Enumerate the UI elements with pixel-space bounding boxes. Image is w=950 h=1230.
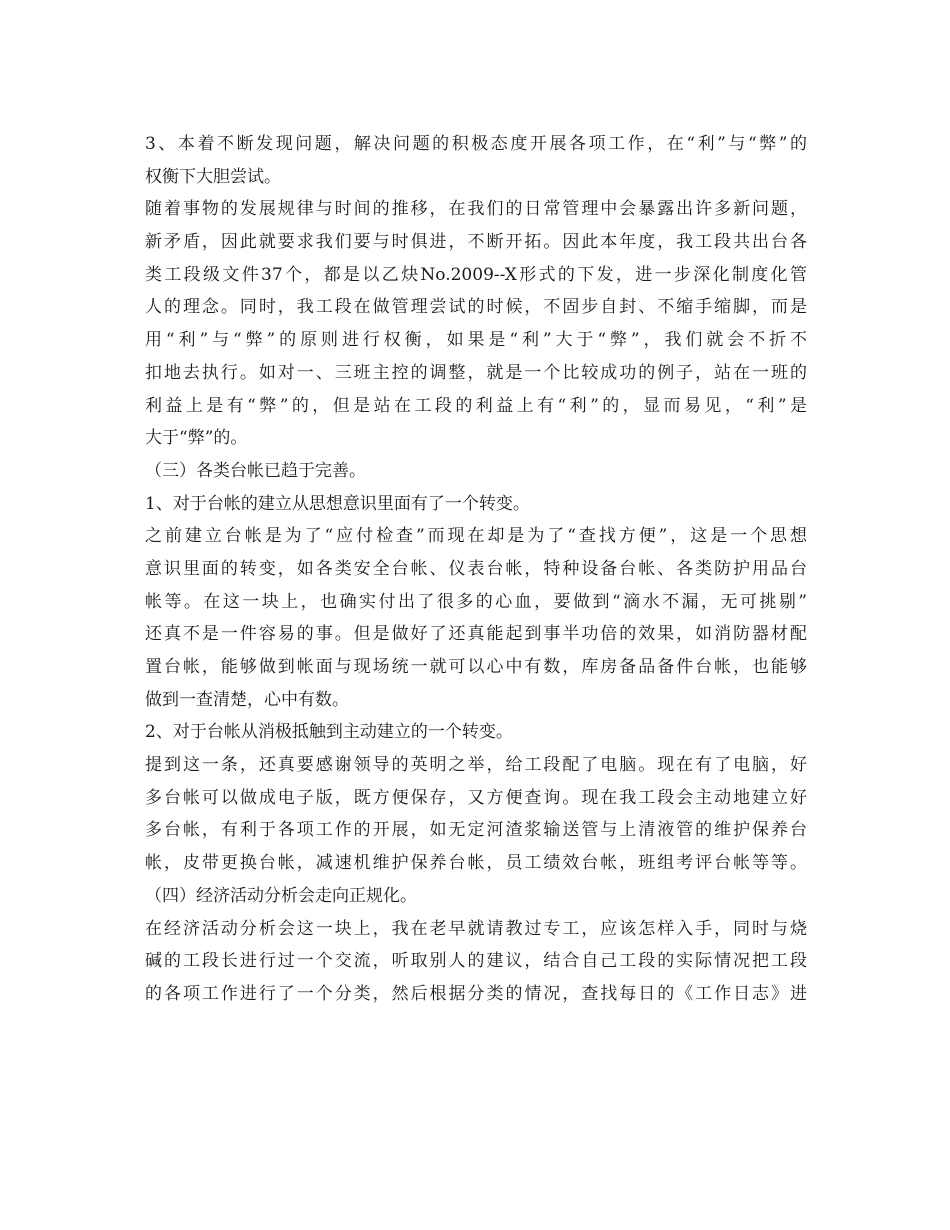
text-line: 帐，皮带更换台帐，减速机维护保养台帐，员工绩效台帐，班组考评台帐等等。 (145, 853, 807, 874)
document-body (145, 128, 807, 1011)
text-line: 类工段级文件37个，都是以乙炔No.2009--X形式的下发，进一步深化制度化管 (145, 264, 807, 285)
text-line: 帐等。在这一块上，也确实付出了很多的心血，要做到“滴水不漏，无可挑剔” (145, 591, 807, 612)
text-line: 大于“弊”的。 (145, 428, 248, 449)
text-line: 意识里面的转变，如各类安全台帐、仪表台帐，特种设备台帐、各类防护用品台 (145, 558, 807, 579)
text-line: 置台帐，能够做到帐面与现场统一就可以心中有数，库房备品备件台帐，也能够 (145, 657, 807, 677)
text-line: 还真不是一件容易的事。但是做好了还真能起到事半功倍的效果，如消防器材配 (145, 624, 807, 645)
section-heading: （四）经济活动分析会走向正规化。 (145, 885, 417, 906)
text-line: 碱的工段长进行过一个交流，听取别人的建议，结合自己工段的实际情况把工段 (145, 951, 807, 972)
text-line: 的各项工作进行了一个分类，然后根据分类的情况，查找每日的《工作日志》进 (145, 983, 807, 1004)
text-line: 多台帐，有利于各项工作的开展，如无定河渣浆输送管与上清液管的维护保养台 (145, 820, 807, 841)
text-line: 在经济活动分析会这一块上，我在老早就请教过专工，应该怎样入手，同时与烧 (145, 918, 807, 939)
text-line: 多台帐可以做成电子版，既方便保存，又方便查询。现在我工段会主动地建立好 (145, 787, 807, 808)
text-line: 利益上是有“弊”的，但是站在工段的利益上有“利”的，显而易见，“利”是 (145, 395, 807, 416)
subsection-heading: 1、对于台帐的建立从思想意识里面有了一个转变。 (145, 493, 530, 514)
text-line: 用“利”与“弊”的原则进行权衡，如果是“利”大于“弊”，我们就会不折不 (145, 330, 807, 351)
text-line: 新矛盾，因此就要求我们要与时俱进，不断开拓。因此本年度，我工段共出台各 (145, 232, 807, 253)
text-line: 扣地去执行。如对一、三班主控的调整，就是一个比较成功的例子，站在一班的 (145, 362, 807, 383)
text-line: 做到一查清楚，心中有数。 (145, 689, 349, 710)
text-line: 权衡下大胆尝试。 (145, 166, 281, 187)
text-line: 3、本着不断发现问题，解决问题的积极态度开展各项工作，在“利”与“弊”的 (145, 134, 807, 154)
text-line: 之前建立台帐是为了“应付检查”而现在却是为了“查找方便”，这是一个思想 (145, 526, 807, 547)
text-line: 提到这一条，还真要感谢领导的英明之举，给工段配了电脑。现在有了电脑，好 (145, 755, 807, 776)
text-line: 人的理念。同时，我工段在做管理尝试的时候，不固步自封、不缩手缩脚，而是 (145, 297, 807, 318)
text-line: 随着事物的发展规律与时间的推移，在我们的日常管理中会暴露出许多新问题， (145, 199, 807, 220)
section-heading: （三）各类台帐已趋于完善。 (145, 460, 366, 481)
subsection-heading: 2、对于台帐从消极抵触到主动建立的一个转变。 (145, 722, 513, 743)
